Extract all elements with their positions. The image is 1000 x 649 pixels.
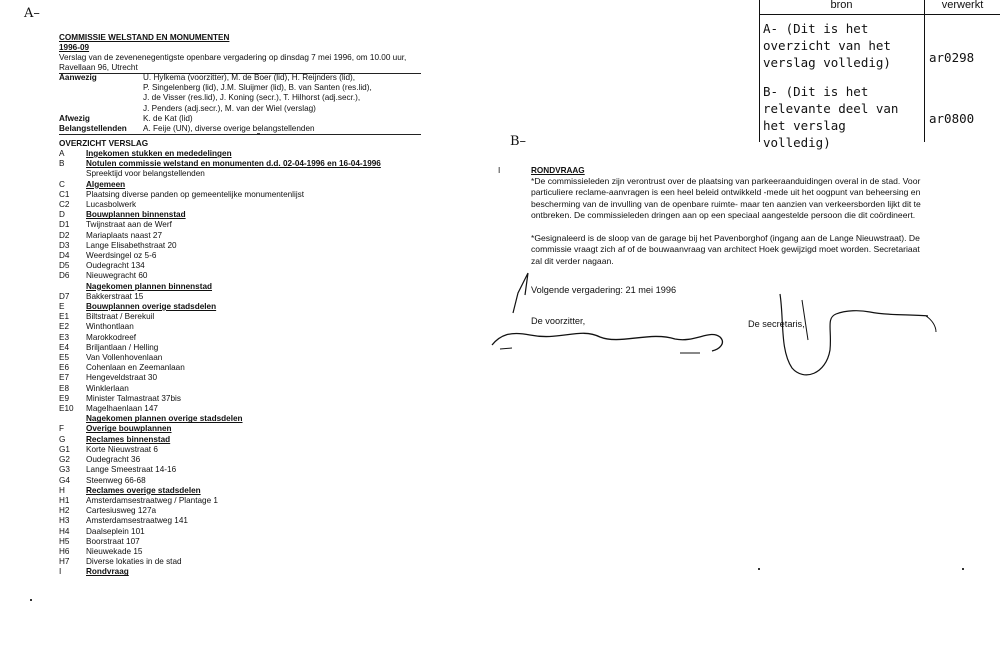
page-marker-b: B– (510, 134, 527, 149)
overview-item-code: D1 (59, 220, 70, 230)
overview-item (59, 200, 381, 210)
overview-item (59, 190, 381, 200)
overview-item-code: D6 (59, 271, 70, 281)
overview-item (59, 169, 381, 179)
overview-item-code: I (59, 567, 62, 577)
overview-item-code: H (59, 485, 65, 495)
attendance-value: J. Penders (adj.secr.), M. van der Wiel (verslag) (143, 103, 316, 113)
overview-item (59, 210, 381, 220)
overview-item (59, 343, 381, 353)
overview-item-code: A (59, 149, 65, 158)
overview-item-code: G1 (59, 444, 70, 454)
overview-section-heading: Notulen commissie welstand en monumenten d.d. 02-04-1996 en 16-04-1996 (86, 159, 381, 169)
overview-item (59, 496, 381, 506)
overview-item-code: H3 (59, 516, 70, 526)
overview-item-code: E3 (59, 332, 70, 342)
overview-item-code: E5 (59, 353, 70, 363)
overview-item-title: Minister Talmastraat 37bis (86, 393, 181, 403)
attendance-value: U. Hylkema (voorzitter), M. de Boer (lid), H. Reijnders (lid), (143, 73, 356, 82)
overview-item-code: E9 (59, 393, 70, 403)
overview-section-heading: Bouwplannen overige stadsdelen (86, 302, 217, 312)
overview-item-code: C2 (59, 200, 70, 210)
overview-item-title: Diverse lokaties in de stad (86, 557, 182, 567)
overview-item (59, 302, 381, 312)
overview-item-title: Oudegracht 134 (86, 261, 145, 271)
overview-item (59, 373, 381, 383)
overview-item-code: E10 (59, 404, 74, 414)
overview-item-code: E7 (59, 373, 70, 383)
document-location: Ravellaan 96, Utrecht (59, 63, 138, 72)
overview-item-code (59, 169, 86, 179)
overview-item (59, 435, 381, 445)
attendance-value: K. de Kat (lid) (143, 113, 193, 123)
attendance-table (59, 73, 372, 134)
reference-box (759, 0, 1000, 150)
overview-item-title: Briljantlaan / Helling (86, 342, 159, 352)
attendance-label: Belangstellenden (59, 124, 127, 134)
overview-item-code: D (59, 210, 65, 220)
overview-item-code (59, 282, 86, 292)
attendance-label (59, 104, 143, 114)
attendance-row (59, 83, 372, 93)
overview-item (59, 220, 381, 230)
reference-box-header-line (759, 14, 1000, 15)
overview-section-heading: Ingekomen stukken en mededelingen (86, 149, 232, 158)
page-marker-a: A– (24, 6, 40, 21)
overview-item-title: Lucasbolwerk (86, 200, 137, 210)
overview-item (59, 557, 381, 567)
attendance-divider (59, 134, 421, 135)
overview-item (59, 547, 381, 557)
overview-item (59, 537, 381, 547)
attendance-value: P. Singelenberg (lid), J.M. Sluijmer (lid), B. van Santen (res.lid), (143, 83, 372, 93)
overview-item-title: Nieuwekade 15 (86, 546, 143, 556)
overview-item (59, 282, 381, 292)
overview-item (59, 486, 381, 496)
reference-code-a: ar0298 (929, 50, 975, 65)
reference-source-b: B- (Dit is het relevante deel van het verslag volledig) (763, 84, 899, 150)
rondvraag-paragraph-2: *Gesignaleerd is de sloop van de garage bij het Pavenborghof (ingang aan de Lange Nieuwstraat). De commissie vraagt zich af of de bouwaanvraag van architect Hoek gewijzigd moet worden. Secretariaat zal dit verder nagaan. (531, 233, 920, 266)
document-title: COMMISSIE WELSTAND EN MONUMENTEN (59, 33, 230, 42)
overview-item-code: D3 (59, 240, 70, 250)
overview-item-code: H2 (59, 506, 70, 516)
overview-item-title: Biltstraat / Berekuil (86, 312, 155, 322)
overview-title: OVERZICHT VERSLAG (59, 139, 149, 148)
attendance-value: A. Feije (UN), diverse overige belangstellenden (143, 124, 315, 134)
overview-section-heading: Reclames binnenstad (86, 434, 171, 444)
overview-item-title: Oudegracht 36 (86, 455, 141, 465)
overview-item (59, 159, 381, 169)
scan-speck (962, 568, 964, 570)
overview-item-code: E4 (59, 342, 70, 352)
overview-item-title: Spreektijd voor belangstellenden (86, 169, 205, 179)
overview-item-title: Nieuwegracht 60 (86, 271, 148, 281)
overview-item-code: B (59, 159, 65, 169)
overview-item-code: F (59, 424, 65, 434)
overview-item-title: Winthontlaan (86, 322, 134, 332)
overview-item-title: Cohenlaan en Zeemanlaan (86, 363, 185, 373)
overview-item (59, 363, 381, 373)
overview-item (59, 271, 381, 281)
overview-item-code: D5 (59, 261, 70, 271)
attendance-label: Afwezig (59, 113, 90, 123)
overview-item-title: Korte Nieuwstraat 6 (86, 444, 158, 454)
overview-item-code: H6 (59, 546, 70, 556)
overview-item (59, 241, 381, 251)
overview-item-code: G4 (59, 475, 70, 485)
overview-item-title: Cartesiusweg 127a (86, 506, 157, 516)
overview-item (59, 322, 381, 332)
chair-label: De voorzitter, (531, 316, 586, 326)
overview-item-code (59, 414, 86, 424)
overview-item (59, 516, 381, 526)
overview-item-title: Magelhaenlaan 147 (86, 404, 158, 414)
reference-box-column-divider (924, 0, 925, 142)
secretary-label: De secretaris, (748, 319, 805, 329)
overview-section-heading: Rondvraag (86, 567, 129, 577)
attendance-label: Aanwezig (59, 73, 97, 82)
overview-item (59, 414, 381, 424)
overview-item (59, 292, 381, 302)
scan-speck (758, 568, 760, 570)
overview-item-title: Winklerlaan (86, 383, 129, 393)
overview-section-heading: Nagekomen plannen overige stadsdelen (86, 414, 243, 424)
overview-item (59, 404, 381, 414)
overview-item-code: H1 (59, 495, 70, 505)
attendance-row (59, 73, 372, 83)
overview-item-title: Amsterdamsestraatweg 141 (86, 516, 188, 526)
overview-item-code: G2 (59, 455, 70, 465)
overview-item-title: Steenweg 66-68 (86, 475, 146, 485)
overview-item-title: Weerdsingel oz 5-6 (86, 251, 157, 261)
overview-item-title: Plaatsing diverse panden op gemeentelijke monumentenlijst (86, 189, 305, 199)
overview-item-title: Daalseplein 101 (86, 526, 145, 536)
overview-item-code: C (59, 179, 65, 189)
reference-code-b: ar0800 (929, 111, 975, 126)
attendance-row (59, 104, 372, 114)
reference-source-a: A- (Dit is het overzicht van het verslag volledig) (763, 21, 891, 70)
overview-item-code: D4 (59, 251, 70, 261)
overview-item (59, 231, 381, 241)
overview-item-title: Bakkerstraat 15 (86, 291, 144, 301)
overview-item-title: Mariaplaats naast 27 (86, 230, 163, 240)
overview-item (59, 149, 381, 159)
overview-item-title: Boorstraat 107 (86, 536, 140, 546)
attendance-value: J. de Visser (res.lid), J. Koning (secr.), T. Hilhorst (adj.secr.), (143, 93, 361, 103)
overview-item-title: Twijnstraat aan de Werf (86, 220, 172, 230)
overview-item-title: Hengeveldstraat 30 (86, 373, 158, 383)
overview-item (59, 455, 381, 465)
attendance-row (59, 124, 372, 134)
overview-item (59, 251, 381, 261)
overview-section-heading: Overige bouwplannen (86, 424, 172, 434)
scan-speck (30, 599, 32, 601)
attendance-label (59, 83, 143, 93)
overview-item-code: E8 (59, 383, 70, 393)
overview-item (59, 567, 381, 577)
overview-list (59, 149, 381, 578)
overview-item-code: E (59, 302, 65, 312)
overview-item-code: E6 (59, 363, 70, 373)
attendance-label (59, 93, 143, 103)
overview-item (59, 424, 381, 434)
rondvraag-marker: I (498, 166, 501, 175)
overview-item-code: E2 (59, 322, 70, 332)
reference-header-processed: verwerkt (941, 0, 984, 11)
overview-item-code: C1 (59, 189, 70, 199)
overview-item (59, 394, 381, 404)
rondvraag-title: RONDVRAAG (531, 166, 585, 175)
overview-item (59, 261, 381, 271)
overview-item (59, 312, 381, 322)
overview-section-heading: Bouwplannen binnenstad (86, 210, 186, 220)
overview-item-code: H7 (59, 557, 70, 567)
chair-signature (480, 265, 740, 365)
overview-item (59, 384, 381, 394)
overview-item-title: Van Vollenhovenlaan (86, 353, 163, 363)
overview-item-code: E1 (59, 312, 70, 322)
overview-item (59, 180, 381, 190)
overview-item-title: Lange Elisabethstraat 20 (86, 240, 177, 250)
overview-item (59, 465, 381, 475)
rondvraag-paragraph-1: *De commissieleden zijn verontrust over de plaatsing van parkeeraanduidingen overal in de stad. Voor particuliere reclame-aanvragen is een heel beleid ontwikkeld -mede uit het oogpunt van beheersing en bescherming van de invulling van de openbare ruimte- maar ten aanzien van verkeersborden lijkt dit te ontbreken. De commissieleden dringen aan op een speciaal aangestelde persoon die dit coördineert. (531, 176, 921, 220)
secretary-signature (770, 290, 950, 385)
overview-item-code: G3 (59, 465, 70, 475)
overview-item (59, 506, 381, 516)
overview-section-heading: Reclames overige stadsdelen (86, 485, 201, 495)
overview-item (59, 333, 381, 343)
overview-item (59, 527, 381, 537)
scan-speck (257, 133, 260, 134)
overview-item-code: H4 (59, 526, 70, 536)
overview-item (59, 445, 381, 455)
overview-item-title: Lange Smeestraat 14-16 (86, 465, 177, 475)
overview-item (59, 353, 381, 363)
document-subtitle: Verslag van de zevenenegentigste openbare vergadering op dinsdag 7 mei 1996, om 10.00 uur, (59, 53, 407, 62)
attendance-row (59, 114, 372, 124)
overview-item-code: H5 (59, 536, 70, 546)
attendance-row (59, 93, 372, 103)
document-number: 1996-09 (59, 43, 90, 52)
overview-item-title: Marokkodreef (86, 332, 137, 342)
overview-item (59, 476, 381, 486)
overview-item-title: Amsterdamsestraatweg / Plantage 1 (86, 495, 218, 505)
next-meeting: Volgende vergadering: 21 mei 1996 (531, 285, 677, 295)
overview-section-heading: Nagekomen plannen binnenstad (86, 281, 213, 291)
reference-box-left-border (759, 0, 760, 142)
overview-item-code: G (59, 434, 66, 444)
overview-section-heading: Algemeen (86, 179, 126, 189)
overview-item-code: D7 (59, 291, 70, 301)
reference-header-source: bron (830, 0, 853, 11)
overview-item-code: D2 (59, 230, 70, 240)
